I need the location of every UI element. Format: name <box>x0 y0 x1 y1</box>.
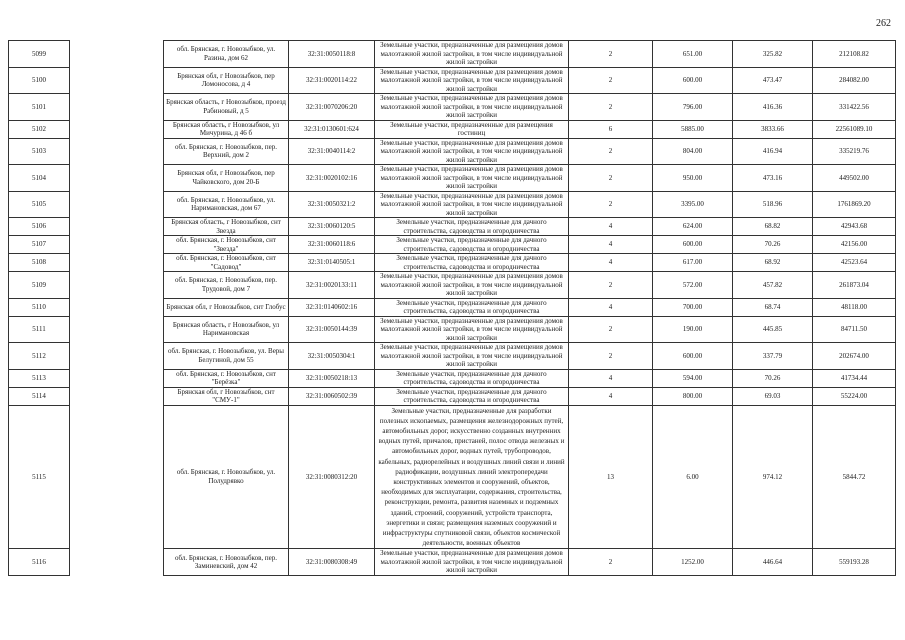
cadastral-value-table <box>8 40 896 576</box>
cell-specific-value: 325.82 <box>733 41 813 68</box>
cell-specific-value: 518.96 <box>733 191 813 218</box>
cell-cadastral-value: 42523.64 <box>813 254 896 272</box>
cell-cadastral-number: 32:31:0050218:13 <box>289 369 375 387</box>
cell-cadastral-value: 42943.68 <box>813 218 896 236</box>
cell-cadastral-value: 22561089.10 <box>813 120 896 138</box>
cell-land-use: Земельные участки, предназначенные для дачного строительства, садоводства и огородничества <box>375 218 569 236</box>
cell-record-number: 5104 <box>9 165 70 192</box>
cell-use-group: 2 <box>569 67 653 94</box>
cell-address: обл. Брянская, г. Новозыбков, пер. Верхний, дом 2 <box>164 138 289 165</box>
table-row <box>9 165 896 192</box>
cell-specific-value: 68.74 <box>733 298 813 316</box>
cell-use-group: 2 <box>569 272 653 299</box>
cell-address: обл. Брянская, г. Новозыбков, пер. Трудовой, дом 7 <box>164 272 289 299</box>
cell-record-number: 5105 <box>9 191 70 218</box>
cell-cadastral-value: 212108.82 <box>813 41 896 68</box>
cell-area: 800.00 <box>653 387 733 405</box>
cell-area: 700.00 <box>653 298 733 316</box>
cell-cadastral-number: 32:31:0020102:16 <box>289 165 375 192</box>
cell-record-number: 5101 <box>9 94 70 121</box>
cell-spacer <box>70 138 164 165</box>
cell-spacer <box>70 316 164 343</box>
table-row <box>9 94 896 121</box>
cell-specific-value: 974.12 <box>733 405 813 549</box>
cell-spacer <box>70 67 164 94</box>
cell-cadastral-value: 84711.50 <box>813 316 896 343</box>
cell-address: обл. Брянская, г. Новозыбков, ул. Разина, дом 62 <box>164 41 289 68</box>
table-row <box>9 41 896 68</box>
cell-address: обл. Брянская, г. Новозыбков, ул. Полудрявко <box>164 405 289 549</box>
cell-area: 190.00 <box>653 316 733 343</box>
cell-record-number: 5100 <box>9 67 70 94</box>
cell-use-group: 6 <box>569 120 653 138</box>
cell-specific-value: 68.92 <box>733 254 813 272</box>
cell-cadastral-value: 449502.00 <box>813 165 896 192</box>
cell-cadastral-value: 331422.56 <box>813 94 896 121</box>
cell-land-use: Земельные участки, предназначенные для размещения домов малоэтажной жилой застройки, в том числе индивидуальной жилой застройки <box>375 94 569 121</box>
cell-use-group: 2 <box>569 549 653 576</box>
cell-use-group: 4 <box>569 298 653 316</box>
cell-spacer <box>70 369 164 387</box>
table-row <box>9 254 896 272</box>
cell-address: Брянская область, г Новозыбков, ул Мичурина, д 46 б <box>164 120 289 138</box>
cell-cadastral-number: 32:31:0050304:1 <box>289 343 375 370</box>
cell-specific-value: 416.94 <box>733 138 813 165</box>
page-number: 262 <box>876 18 891 29</box>
cell-land-use: Земельные участки, предназначенные для размещения домов малоэтажной жилой застройки, в том числе индивидуальной жилой застройки <box>375 165 569 192</box>
cell-cadastral-value: 55224.00 <box>813 387 896 405</box>
table-row <box>9 272 896 299</box>
cell-area: 796.00 <box>653 94 733 121</box>
cell-cadastral-number: 32:31:0060502:39 <box>289 387 375 405</box>
cell-spacer <box>70 405 164 549</box>
cell-use-group: 13 <box>569 405 653 549</box>
cell-area: 600.00 <box>653 236 733 254</box>
cell-use-group: 2 <box>569 41 653 68</box>
cell-cadastral-number: 32:31:0040114:2 <box>289 138 375 165</box>
cell-spacer <box>70 549 164 576</box>
cell-address: обл. Брянская, г. Новозыбков, снт "Садовод" <box>164 254 289 272</box>
cell-cadastral-value: 1761869.20 <box>813 191 896 218</box>
cell-use-group: 2 <box>569 316 653 343</box>
cell-cadastral-number: 32:31:0140505:1 <box>289 254 375 272</box>
cell-area: 651.00 <box>653 41 733 68</box>
cell-cadastral-value: 202674.00 <box>813 343 896 370</box>
cell-specific-value: 457.82 <box>733 272 813 299</box>
cell-address: обл. Брянская, г. Новозыбков, пер. Заминевский, дом 42 <box>164 549 289 576</box>
cell-area: 804.00 <box>653 138 733 165</box>
cell-cadastral-number: 32:31:0060118:6 <box>289 236 375 254</box>
cell-address: обл. Брянская, г. Новозыбков, ул. Наримановская, дом 67 <box>164 191 289 218</box>
cell-address: Брянская область, г Новозыбков, снт Звезда <box>164 218 289 236</box>
cell-address: Брянская область, г Новозыбков, проезд Рабиновый, д 5 <box>164 94 289 121</box>
cell-cadastral-value: 41734.44 <box>813 369 896 387</box>
table-row <box>9 343 896 370</box>
cell-address: Брянская обл, г Новозыбков, пер Ломоносова, д 4 <box>164 67 289 94</box>
cell-spacer <box>70 41 164 68</box>
cell-record-number: 5115 <box>9 405 70 549</box>
table-row <box>9 191 896 218</box>
cell-land-use: Земельные участки, предназначенные для размещения домов малоэтажной жилой застройки, в том числе индивидуальной жилой застройки <box>375 549 569 576</box>
cell-cadastral-number: 32:31:0060120:5 <box>289 218 375 236</box>
cell-record-number: 5111 <box>9 316 70 343</box>
cell-area: 624.00 <box>653 218 733 236</box>
cell-specific-value: 69.03 <box>733 387 813 405</box>
cell-cadastral-value: 335219.76 <box>813 138 896 165</box>
cell-land-use: Земельные участки, предназначенные для размещения домов малоэтажной жилой застройки, в том числе индивидуальной жилой застройки <box>375 67 569 94</box>
cell-use-group: 4 <box>569 254 653 272</box>
cell-specific-value: 445.85 <box>733 316 813 343</box>
cell-area: 1252.00 <box>653 549 733 576</box>
cell-land-use: Земельные участки, предназначенные для дачного строительства, садоводства и огородничества <box>375 298 569 316</box>
cell-cadastral-number: 32:31:0020114:22 <box>289 67 375 94</box>
cell-area: 600.00 <box>653 67 733 94</box>
cell-spacer <box>70 236 164 254</box>
cell-specific-value: 70.26 <box>733 369 813 387</box>
cell-record-number: 5109 <box>9 272 70 299</box>
cell-specific-value: 337.79 <box>733 343 813 370</box>
cell-use-group: 2 <box>569 94 653 121</box>
cell-land-use: Земельные участки, предназначенные для размещения домов малоэтажной жилой застройки, в том числе индивидуальной жилой застройки <box>375 316 569 343</box>
cell-cadastral-number: 32:31:0080312:20 <box>289 405 375 549</box>
cell-land-use: Земельные участки, предназначенные для размещения гостиниц <box>375 120 569 138</box>
cell-use-group: 4 <box>569 387 653 405</box>
table-row <box>9 405 896 549</box>
cell-use-group: 2 <box>569 191 653 218</box>
cell-address: обл. Брянская, г. Новозыбков, снт "Берёзка" <box>164 369 289 387</box>
table-row <box>9 298 896 316</box>
cell-specific-value: 473.47 <box>733 67 813 94</box>
cell-spacer <box>70 387 164 405</box>
cell-land-use: Земельные участки, предназначенные для разработки полезных ископаемых, размещения железнодорожных путей, автомобильных дорог, искусственно созданных внутренних водных путей, причалов, пристаней, полос отвода железных и автомобильных дорог, водных путей, трубопроводов, кабельных, радиорелейных и воздушных линий связи и линий радиофикации, воздушных линий электропередачи конструктивных элементов и сооружений, объектов, необходимых для эксплуатации, содержания, строительства, реконструкции, ремонта, развития наземных и подземных зданий, строений, сооружений, устройств транспорта, энергетики и связи; размещения наземных сооружений и инфраструктуры спутниковой связи, объектов космической деятельности, военных объектов <box>375 405 569 549</box>
cell-record-number: 5113 <box>9 369 70 387</box>
cell-area: 3395.00 <box>653 191 733 218</box>
cell-address: обл. Брянская, г. Новозыбков, снт "Звезда" <box>164 236 289 254</box>
cell-spacer <box>70 343 164 370</box>
cell-address: Брянская область, г Новозыбков, ул Наримановская <box>164 316 289 343</box>
cell-cadastral-value: 261873.04 <box>813 272 896 299</box>
table-row <box>9 549 896 576</box>
cell-use-group: 4 <box>569 369 653 387</box>
cell-record-number: 5112 <box>9 343 70 370</box>
cell-cadastral-number: 32:31:0140602:16 <box>289 298 375 316</box>
cell-specific-value: 70.26 <box>733 236 813 254</box>
cell-use-group: 4 <box>569 236 653 254</box>
cell-land-use: Земельные участки, предназначенные для размещения домов малоэтажной жилой застройки, в том числе индивидуальной жилой застройки <box>375 191 569 218</box>
table-row <box>9 67 896 94</box>
cell-spacer <box>70 94 164 121</box>
cell-record-number: 5114 <box>9 387 70 405</box>
cell-use-group: 2 <box>569 165 653 192</box>
cell-cadastral-number: 32:31:0080308:49 <box>289 549 375 576</box>
cell-use-group: 2 <box>569 343 653 370</box>
cell-land-use: Земельные участки, предназначенные для дачного строительства, садоводства и огородничества <box>375 254 569 272</box>
cell-specific-value: 3833.66 <box>733 120 813 138</box>
cell-cadastral-value: 559193.28 <box>813 549 896 576</box>
table-row <box>9 387 896 405</box>
cell-cadastral-number: 32:31:0070206:20 <box>289 94 375 121</box>
cell-spacer <box>70 254 164 272</box>
cell-address: Брянская обл, г Новозыбков, снт Глобус <box>164 298 289 316</box>
cell-area: 5885.00 <box>653 120 733 138</box>
cell-use-group: 4 <box>569 218 653 236</box>
cell-spacer <box>70 218 164 236</box>
cell-record-number: 5110 <box>9 298 70 316</box>
cell-land-use: Земельные участки, предназначенные для размещения домов малоэтажной жилой застройки, в том числе индивидуальной жилой застройки <box>375 41 569 68</box>
cell-spacer <box>70 120 164 138</box>
cell-use-group: 2 <box>569 138 653 165</box>
cell-address: Брянская обл, г Новозыбков, пер Чайковского, дом 20-Б <box>164 165 289 192</box>
table-row <box>9 369 896 387</box>
cell-area: 6.00 <box>653 405 733 549</box>
cell-cadastral-value: 42156.00 <box>813 236 896 254</box>
cell-cadastral-number: 32:31:0130601:624 <box>289 120 375 138</box>
cell-land-use: Земельные участки, предназначенные для дачного строительства, садоводства и огородничества <box>375 369 569 387</box>
cell-area: 572.00 <box>653 272 733 299</box>
table-row <box>9 218 896 236</box>
cell-specific-value: 68.82 <box>733 218 813 236</box>
cell-address: Брянская обл, г Новозыбков, снт "СМУ-1" <box>164 387 289 405</box>
table-row <box>9 120 896 138</box>
cell-specific-value: 446.64 <box>733 549 813 576</box>
cell-record-number: 5099 <box>9 41 70 68</box>
cell-spacer <box>70 165 164 192</box>
cell-cadastral-value: 5844.72 <box>813 405 896 549</box>
cell-address: обл. Брянская, г. Новозыбков, ул. Веры Белугиной, дом 55 <box>164 343 289 370</box>
cell-cadastral-value: 284082.00 <box>813 67 896 94</box>
cell-record-number: 5103 <box>9 138 70 165</box>
cell-cadastral-number: 32:31:0050118:8 <box>289 41 375 68</box>
cell-area: 950.00 <box>653 165 733 192</box>
cell-cadastral-number: 32:31:0020133:11 <box>289 272 375 299</box>
cell-area: 617.00 <box>653 254 733 272</box>
cell-spacer <box>70 272 164 299</box>
table-row <box>9 138 896 165</box>
cell-land-use: Земельные участки, предназначенные для дачного строительства, садоводства и огородничества <box>375 387 569 405</box>
cell-record-number: 5102 <box>9 120 70 138</box>
cell-cadastral-number: 32:31:0050144:39 <box>289 316 375 343</box>
cell-record-number: 5107 <box>9 236 70 254</box>
cell-record-number: 5116 <box>9 549 70 576</box>
cell-spacer <box>70 298 164 316</box>
cell-spacer <box>70 191 164 218</box>
cell-area: 600.00 <box>653 343 733 370</box>
cell-land-use: Земельные участки, предназначенные для дачного строительства, садоводства и огородничества <box>375 236 569 254</box>
cell-area: 594.00 <box>653 369 733 387</box>
table-row <box>9 316 896 343</box>
cell-record-number: 5108 <box>9 254 70 272</box>
table-row <box>9 236 896 254</box>
cell-land-use: Земельные участки, предназначенные для размещения домов малоэтажной жилой застройки, в том числе индивидуальной жилой застройки <box>375 272 569 299</box>
cell-specific-value: 416.36 <box>733 94 813 121</box>
cell-specific-value: 473.16 <box>733 165 813 192</box>
cell-cadastral-number: 32:31:0050321:2 <box>289 191 375 218</box>
cell-record-number: 5106 <box>9 218 70 236</box>
cell-cadastral-value: 48118.00 <box>813 298 896 316</box>
cell-land-use: Земельные участки, предназначенные для размещения домов малоэтажной жилой застройки, в том числе индивидуальной жилой застройки <box>375 138 569 165</box>
cell-land-use: Земельные участки, предназначенные для размещения домов малоэтажной жилой застройки, в том числе индивидуальной жилой застройки <box>375 343 569 370</box>
